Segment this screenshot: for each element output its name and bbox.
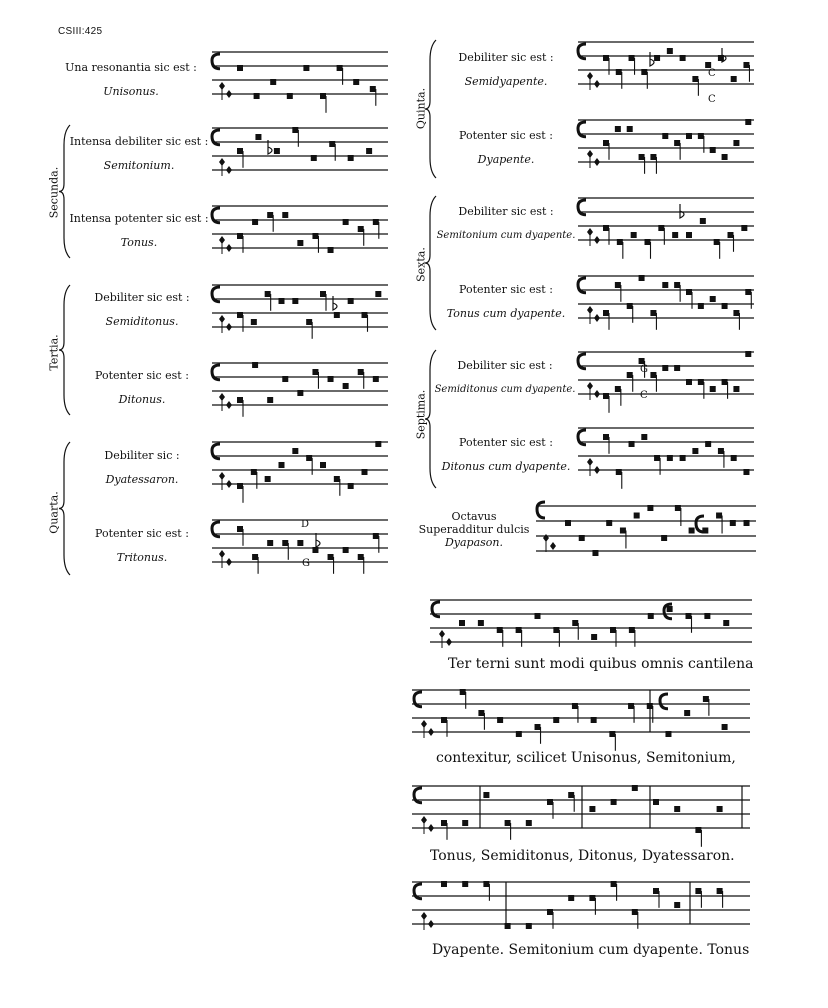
square-note — [611, 799, 617, 805]
square-note — [654, 455, 660, 461]
square-note — [526, 923, 532, 929]
square-note — [689, 528, 695, 534]
entry-text: Debiliter sic est : — [458, 205, 554, 218]
note-letter-g: G — [302, 558, 310, 569]
square-note — [348, 298, 354, 304]
square-note — [686, 379, 692, 385]
diamond-neume-icon — [226, 244, 232, 252]
square-note — [692, 448, 698, 454]
square-note — [237, 397, 243, 403]
square-note — [348, 483, 354, 489]
square-note — [343, 547, 349, 553]
diamond-neume-icon — [594, 314, 600, 322]
square-note — [745, 289, 751, 295]
square-note — [620, 528, 626, 534]
square-note — [516, 731, 522, 737]
square-note — [667, 606, 673, 612]
note-letter-g: G — [640, 364, 648, 375]
interval-name: Semitonium. — [103, 159, 175, 172]
square-note — [603, 393, 609, 399]
square-note — [483, 881, 489, 887]
square-note — [362, 469, 368, 475]
entry-text: Intensa debiliter sic est : — [69, 135, 209, 148]
square-note — [745, 351, 751, 357]
square-note — [698, 303, 704, 309]
square-note — [572, 703, 578, 709]
square-note — [237, 233, 243, 239]
square-note — [328, 247, 334, 253]
square-note — [672, 232, 678, 238]
flat-sign-icon — [316, 533, 320, 547]
square-note — [615, 126, 621, 132]
square-note — [667, 455, 673, 461]
square-note — [252, 219, 258, 225]
square-note — [237, 65, 243, 71]
square-note — [343, 219, 349, 225]
section-sexta: Sexta. — [414, 247, 428, 282]
square-note — [639, 154, 645, 160]
interval-name: Semitonium cum dyapente. — [436, 230, 576, 241]
square-note — [535, 724, 541, 730]
entry-text: Potenter sic est : — [95, 369, 189, 382]
entry-text: Potenter sic est : — [95, 527, 189, 540]
interval-name: Dyapason. — [444, 536, 504, 549]
entry-text: Potenter sic est : — [459, 436, 553, 449]
entry-text: Potenter sic est : — [459, 283, 553, 296]
square-note — [650, 310, 656, 316]
square-note — [292, 298, 298, 304]
square-note — [653, 799, 659, 805]
square-note — [297, 240, 303, 246]
c-clef-icon — [660, 694, 668, 709]
square-note — [282, 540, 288, 546]
entry-text: Octavus — [451, 510, 497, 523]
square-note — [358, 554, 364, 560]
square-note — [692, 76, 698, 82]
note-letter-c: C — [708, 68, 716, 79]
square-note — [645, 239, 651, 245]
square-note — [579, 535, 585, 541]
square-note — [733, 310, 739, 316]
square-note — [311, 155, 317, 161]
square-note — [270, 79, 276, 85]
square-note — [627, 126, 633, 132]
diamond-neume-icon — [550, 542, 556, 550]
square-note — [731, 455, 737, 461]
square-note — [478, 710, 484, 716]
square-note — [292, 448, 298, 454]
square-note — [653, 888, 659, 894]
section-tertia: Tertia. — [47, 334, 61, 371]
square-note — [251, 319, 257, 325]
interval-name: Ditonus cum dyapente. — [441, 460, 571, 473]
square-note — [629, 55, 635, 61]
square-note — [589, 895, 595, 901]
square-note — [292, 127, 298, 133]
square-note — [337, 65, 343, 71]
brace — [425, 350, 436, 488]
square-note — [741, 225, 747, 231]
square-note — [639, 275, 645, 281]
square-note — [615, 386, 621, 392]
entry-text: Debiliter sic est : — [457, 359, 553, 372]
interval-name: Dyatessaron. — [105, 473, 179, 486]
square-note — [680, 455, 686, 461]
diamond-neume-icon — [226, 323, 232, 331]
section-quinta: Quinta. — [414, 87, 428, 130]
square-note — [627, 303, 633, 309]
square-note — [334, 476, 340, 482]
square-note — [698, 379, 704, 385]
interval-name: Unisonus. — [103, 85, 159, 98]
square-note — [698, 133, 704, 139]
square-note — [717, 806, 723, 812]
square-note — [462, 820, 468, 826]
square-note — [254, 93, 260, 99]
square-note — [700, 218, 706, 224]
c-clef-icon — [537, 502, 545, 518]
square-note — [303, 65, 309, 71]
lyric-line-4: Dyapente. Semitonium cum dyapente. Tonus — [432, 942, 750, 958]
entry-text: Superadditur dulcis — [418, 523, 530, 536]
entry-text: Intensa potenter sic est : — [69, 212, 209, 225]
square-note — [373, 219, 379, 225]
square-note — [572, 620, 578, 626]
square-note — [353, 79, 359, 85]
square-note — [237, 148, 243, 154]
diamond-neume-icon — [594, 466, 600, 474]
square-note — [716, 513, 722, 519]
square-note — [603, 55, 609, 61]
square-note — [589, 806, 595, 812]
section-septima: Septima. — [414, 389, 428, 440]
square-note — [686, 613, 692, 619]
square-note — [674, 140, 680, 146]
square-note — [497, 627, 503, 633]
square-note — [483, 792, 489, 798]
square-note — [267, 397, 273, 403]
square-note — [375, 291, 381, 297]
square-note — [478, 620, 484, 626]
square-note — [265, 291, 271, 297]
entry-text: Una resonantia sic est : — [65, 61, 197, 74]
square-note — [631, 232, 637, 238]
square-note — [717, 888, 723, 894]
square-note — [710, 386, 716, 392]
square-note — [745, 119, 751, 125]
diamond-neume-icon — [594, 236, 600, 244]
interval-name: Ditonus. — [118, 393, 166, 406]
diamond-neume-icon — [226, 480, 232, 488]
square-note — [320, 291, 326, 297]
square-note — [674, 902, 680, 908]
square-note — [312, 369, 318, 375]
square-note — [362, 312, 368, 318]
square-note — [730, 520, 736, 526]
square-note — [358, 226, 364, 232]
square-note — [441, 881, 447, 887]
square-note — [373, 533, 379, 539]
square-note — [526, 820, 532, 826]
square-note — [662, 365, 668, 371]
square-note — [667, 48, 673, 54]
square-note — [710, 296, 716, 302]
square-note — [611, 881, 617, 887]
lyric-line-2: contexitur, scilicet Unisonus, Semitonium, — [436, 750, 736, 766]
note-letter-c: C — [640, 390, 648, 401]
square-note — [733, 386, 739, 392]
square-note — [629, 441, 635, 447]
square-note — [722, 379, 728, 385]
square-note — [603, 310, 609, 316]
flat-sign-icon — [333, 296, 337, 310]
square-note — [279, 298, 285, 304]
diamond-neume-icon — [428, 920, 434, 928]
square-note — [267, 212, 273, 218]
square-note — [714, 239, 720, 245]
square-note — [647, 505, 653, 511]
diamond-neume-icon — [594, 80, 600, 88]
square-note — [628, 703, 634, 709]
square-note — [610, 627, 616, 633]
interval-name: Tritonus. — [116, 551, 168, 564]
square-note — [282, 212, 288, 218]
square-note — [297, 540, 303, 546]
square-note — [703, 696, 709, 702]
square-note — [674, 365, 680, 371]
square-note — [287, 93, 293, 99]
square-note — [328, 554, 334, 560]
square-note — [674, 806, 680, 812]
interval-name: Semiditonus cum dyapente. — [434, 384, 576, 395]
square-note — [462, 881, 468, 887]
square-note — [675, 505, 681, 511]
diamond-neume-icon — [226, 401, 232, 409]
square-note — [616, 469, 622, 475]
square-note — [370, 86, 376, 92]
square-note — [516, 627, 522, 633]
square-note — [274, 148, 280, 154]
square-note — [553, 717, 559, 723]
square-note — [658, 225, 664, 231]
square-note — [686, 289, 692, 295]
flat-sign-icon — [722, 48, 726, 62]
square-note — [615, 282, 621, 288]
interval-name: Tonus cum dyapente. — [446, 307, 566, 320]
square-note — [358, 369, 364, 375]
square-note — [568, 895, 574, 901]
square-note — [320, 93, 326, 99]
square-note — [686, 232, 692, 238]
square-note — [547, 799, 553, 805]
square-note — [334, 312, 340, 318]
square-note — [329, 141, 335, 147]
square-note — [650, 372, 656, 378]
square-note — [366, 148, 372, 154]
square-note — [306, 455, 312, 461]
square-note — [237, 312, 243, 318]
square-note — [704, 613, 710, 619]
square-note — [568, 792, 574, 798]
diamond-neume-icon — [428, 728, 434, 736]
square-note — [662, 282, 668, 288]
square-note — [609, 731, 615, 737]
square-note — [632, 785, 638, 791]
square-note — [252, 362, 258, 368]
square-note — [629, 627, 635, 633]
square-note — [722, 303, 728, 309]
lyric-line-1: Ter terni sunt modi quibus omnis cantilena — [448, 656, 754, 672]
brace — [425, 196, 436, 330]
diamond-neume-icon — [226, 166, 232, 174]
square-note — [684, 710, 690, 716]
square-note — [665, 731, 671, 737]
square-note — [603, 434, 609, 440]
square-note — [565, 520, 571, 526]
square-note — [723, 620, 729, 626]
square-note — [648, 613, 654, 619]
square-note — [695, 827, 701, 833]
diamond-neume-icon — [226, 90, 232, 98]
interval-name: Semidyapente. — [464, 75, 548, 88]
brace — [425, 40, 436, 178]
square-note — [722, 724, 728, 730]
square-note — [441, 820, 447, 826]
section-secunda: Secunda. — [47, 166, 61, 219]
square-note — [320, 462, 326, 468]
entry-text: Debiliter sic : — [104, 449, 180, 462]
square-note — [592, 550, 598, 556]
square-note — [686, 133, 692, 139]
square-note — [547, 909, 553, 915]
square-note — [654, 55, 660, 61]
square-note — [279, 462, 285, 468]
square-note — [632, 909, 638, 915]
square-note — [743, 469, 749, 475]
square-note — [606, 520, 612, 526]
square-note — [591, 717, 597, 723]
diamond-neume-icon — [226, 558, 232, 566]
square-note — [695, 888, 701, 894]
square-note — [343, 383, 349, 389]
diamond-neume-icon — [446, 638, 452, 646]
square-note — [617, 239, 623, 245]
diamond-neume-icon — [428, 824, 434, 832]
square-note — [306, 319, 312, 325]
square-note — [553, 627, 559, 633]
square-note — [252, 554, 258, 560]
square-note — [641, 69, 647, 75]
diamond-neume-icon — [594, 390, 600, 398]
square-note — [328, 376, 334, 382]
square-note — [251, 469, 257, 475]
square-note — [722, 154, 728, 160]
square-note — [743, 62, 749, 68]
square-note — [459, 620, 465, 626]
square-note — [348, 155, 354, 161]
square-note — [460, 689, 466, 695]
square-note — [267, 540, 273, 546]
square-note — [728, 232, 734, 238]
interval-name: Semiditonus. — [105, 315, 179, 328]
square-note — [603, 140, 609, 146]
square-note — [265, 476, 271, 482]
square-note — [702, 528, 708, 534]
note-letter-c: C — [708, 94, 716, 105]
square-note — [616, 69, 622, 75]
square-note — [497, 717, 503, 723]
square-note — [375, 441, 381, 447]
square-note — [674, 282, 680, 288]
square-note — [237, 483, 243, 489]
square-note — [312, 233, 318, 239]
square-note — [603, 225, 609, 231]
page-reference: CSIII:425 — [58, 26, 103, 37]
brace — [59, 442, 70, 575]
brace — [59, 125, 70, 258]
brace — [59, 285, 70, 415]
flat-sign-icon — [650, 52, 654, 66]
diamond-neume-icon — [594, 158, 600, 166]
flat-sign-icon — [680, 204, 684, 218]
square-note — [731, 76, 737, 82]
lyric-line-3: Tonus, Semiditonus, Ditonus, Dyatessaron. — [430, 848, 735, 864]
square-note — [505, 820, 511, 826]
square-note — [744, 520, 750, 526]
square-note — [591, 634, 597, 640]
square-note — [535, 613, 541, 619]
entry-text: Debiliter sic est : — [94, 291, 190, 304]
section-quarta: Quarta. — [47, 491, 61, 534]
square-note — [255, 134, 261, 140]
square-note — [297, 390, 303, 396]
square-note — [627, 372, 633, 378]
square-note — [680, 55, 686, 61]
square-note — [733, 140, 739, 146]
square-note — [710, 147, 716, 153]
square-note — [650, 154, 656, 160]
square-note — [373, 376, 379, 382]
interval-name: Tonus. — [120, 236, 158, 249]
square-note — [705, 441, 711, 447]
square-note — [661, 535, 667, 541]
entry-text: Potenter sic est : — [459, 129, 553, 142]
interval-name: Dyapente. — [477, 153, 535, 166]
square-note — [634, 513, 640, 519]
square-note — [718, 448, 724, 454]
square-note — [662, 133, 668, 139]
note-letter-d: D — [301, 519, 310, 530]
square-note — [441, 717, 447, 723]
square-note — [237, 526, 243, 532]
square-note — [282, 376, 288, 382]
entry-text: Debiliter sic est : — [458, 51, 554, 64]
square-note — [641, 434, 647, 440]
